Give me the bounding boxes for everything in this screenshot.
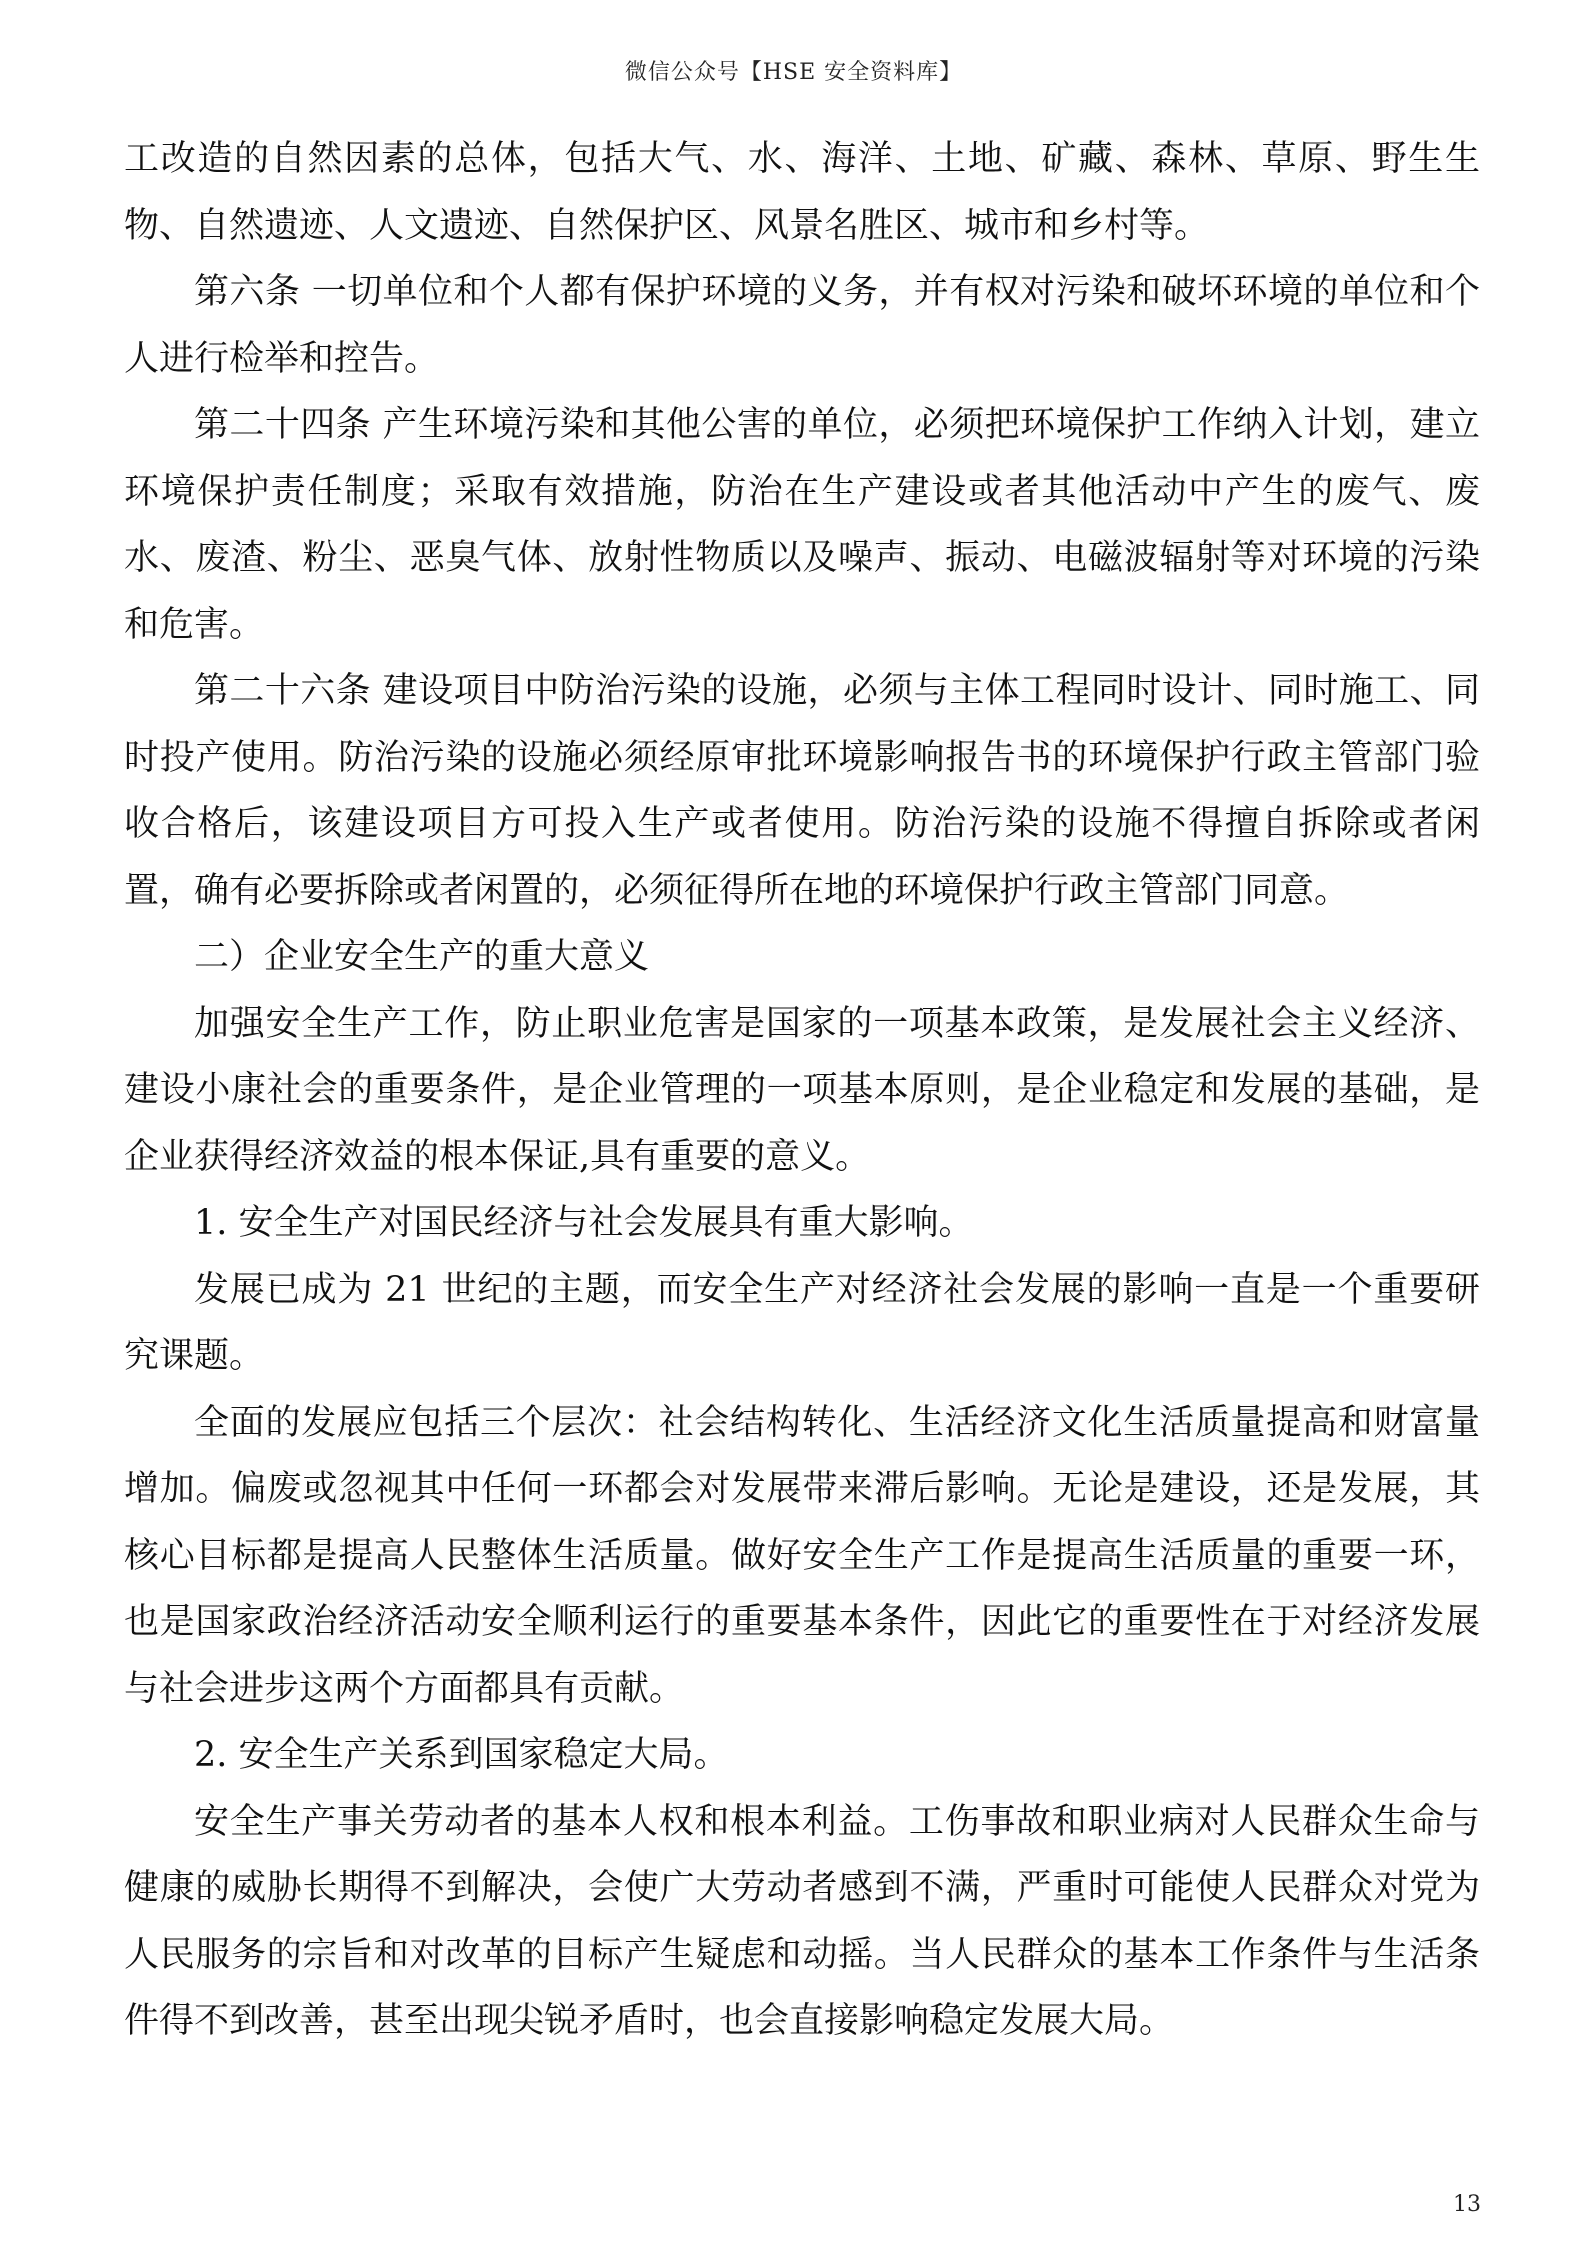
paragraph-significance: 加强安全生产工作，防止职业危害是国家的一项基本政策，是发展社会主义经济、建设小康社会的重要条件，是企业管理的一项基本原则，是企业稳定和发展的基础，是企业获得经济效益的根本保证,具有重要的意义。 — [124, 1003, 1480, 1177]
subheading-1: 1. 安全生产对国民经济与社会发展具有重大影响。 — [194, 1203, 974, 1243]
paragraph-development: 发展已成为 21 世纪的主题，而安全生产对经济社会发展的影响一直是一个重要研究课题。 — [124, 1269, 1480, 1376]
paragraph-three-levels: 全面的发展应包括三个层次：社会结构转化、生活经济文化生活质量提高和财富量增加。偏废或忽视其中任何一环都会对发展带来滞后影响。无论是建设，还是发展，其核心目标都是提高人民整体生活质量。做好安全生产工作是提高生活质量的重要一环，也是国家政治经济活动安全顺利运行的重要基本条件，因此它的重要性在于对经济发展与社会进步这两个方面都具有贡献。 — [124, 1402, 1480, 1709]
paragraph-stability: 安全生产事关劳动者的基本人权和根本利益。工伤事故和职业病对人民群众生命与健康的威胁长期得不到解决，会使广大劳动者感到不满，严重时可能使人民群众对党为人民服务的宗旨和对改革的目标产生疑虑和动摇。当人民群众的基本工作条件与生活条件得不到改善，甚至出现尖锐矛盾时，也会直接影响稳定发展大局。 — [124, 1801, 1480, 2041]
paragraph-article-24: 第二十四条 产生环境污染和其他公害的单位，必须把环境保护工作纳入计划，建立环境保护责任制度；采取有效措施，防治在生产建设或者其他活动中产生的废气、废水、废渣、粉尘、恶臭气体、放射性物质以及噪声、振动、电磁波辐射等对环境的污染和危害。 — [124, 405, 1480, 645]
paragraph-article-6: 第六条 一切单位和个人都有保护环境的义务，并有权对污染和破坏环境的单位和个人进行检举和控告。 — [124, 272, 1480, 379]
paragraph-article-26: 第二十六条 建设项目中防治污染的设施，必须与主体工程同时设计、同时施工、同时投产使用。防治污染的设施必须经原审批环境影响报告书的环境保护行政主管部门验收合格后，该建设项目方可投入生产或者使用。防治污染的设施不得擅自拆除或者闲置，确有必要拆除或者闲置的，必须征得所在地的环境保护行政主管部门同意。 — [124, 671, 1480, 911]
page-number: 13 — [1453, 2192, 1481, 2217]
section-heading: 二）企业安全生产的重大意义 — [194, 937, 650, 977]
page-header: 微信公众号【HSE 安全资料库】 — [624, 60, 963, 85]
paragraph-continuation: 工改造的自然因素的总体，包括大气、水、海洋、土地、矿藏、森林、草原、野生生物、自然遗迹、人文遗迹、自然保护区、风景名胜区、城市和乡村等。 — [124, 139, 1480, 246]
subheading-2: 2. 安全生产关系到国家稳定大局。 — [194, 1735, 729, 1775]
page-body — [124, 126, 1480, 2055]
